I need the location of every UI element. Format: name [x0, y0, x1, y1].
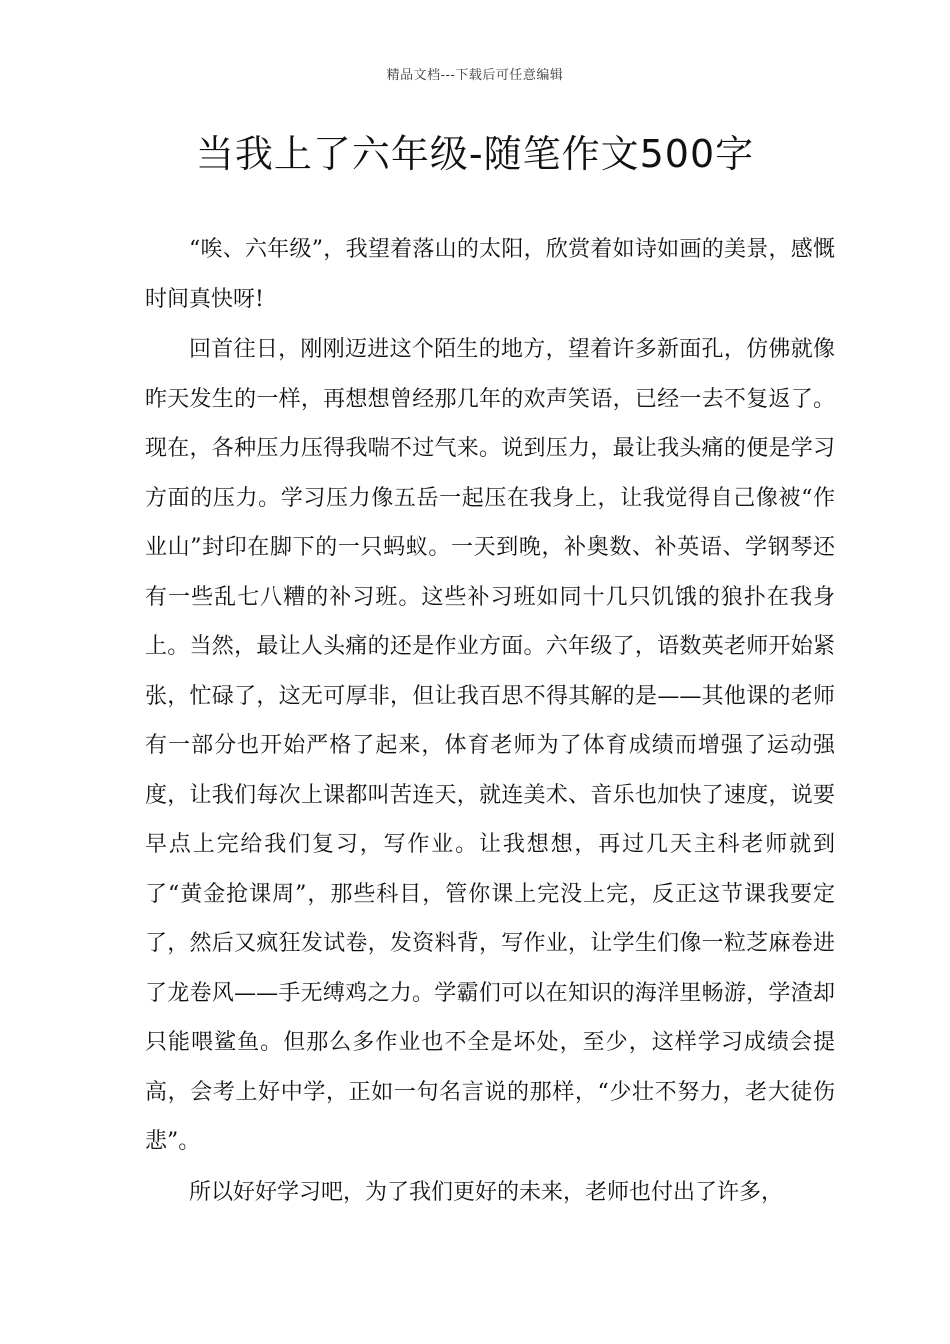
paragraph-2: 回首往日，刚刚迈进这个陌生的地方，望着许多新面孔，仿佛就像昨天发生的一样，再想想曾经那几年的欢声笑语，已经一去不复返了。现在，各种压力压得我喘不过气来。说到压力，最让我头痛的便是学习方面的压力。学习压力像五岳一起压在我身上，让我觉得自己像被“作业山”封印在脚下的一只蚂蚁。一天到晚，补奥数、补英语、学钢琴还有一些乱七八糟的补习班。这些补习班如同十几只饥饿的狼扑在我身上。当然，最让人头痛的还是作业方面。六年级了，语数英老师开始紧张，忙碌了，这无可厚非，但让我百思不得其解的是——其他课的老师有一部分也开始严格了起来，体育老师为了体育成绩而增强了运动强度，让我们每次上课都叫苦连天，就连美术、音乐也加快了速度，说要早点上完给我们复习，写作业。让我想想，再过几天主科老师就到了“黄金抢课周”，那些科目，管你课上完没上完，反正这节课我要定了，然后又疯狂发试卷，发资料背，写作业，让学生们像一粒芝麻卷进了龙卷风——手无缚鸡之力。学霸们可以在知识的海洋里畅游，学渣却只能喂鲨鱼。但那么多作业也不全是坏处，至少，这样学习成绩会提高，会考上好中学，正如一句名言说的那样，“少壮不努力，老大徒伤悲”。 — [145, 337, 835, 1154]
header-note: 精品文档---下载后可任意编辑 — [386, 68, 564, 83]
document-body — [145, 225, 835, 1217]
paragraph-1: “唉、六年级”，我望着落山的太阳，欣赏着如诗如画的美景，感慨时间真快呀! — [145, 237, 835, 312]
document-title: 当我上了六年级-随笔作文500字 — [195, 132, 755, 176]
paragraph-3: 所以好好学习吧，为了我们更好的未来，老师也付出了许多， — [189, 1179, 784, 1205]
